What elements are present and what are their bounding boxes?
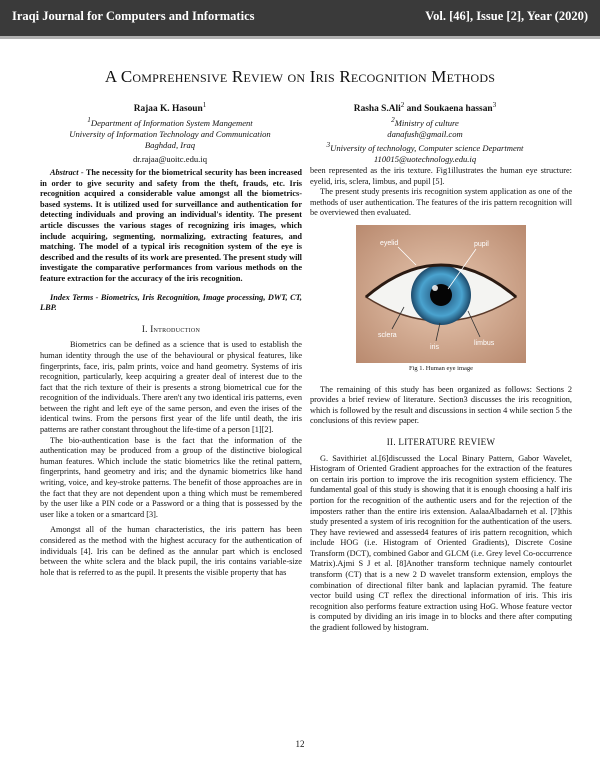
intro-paragraph: Biometrics can be defined as a science that is used to establish the human identity through the use of the behavioural or physical features, like fingerprints, face, iris, palm prints, voice and hand geometry. Systems of iris recognition, particularly, keep acquiring a greater deal of interest due to the fact that the rich texture of their is presents a strong biometrical cue for the recognition of the individuals. There aren't any two identical iris patterns, even between the right and left eye of the same person, and even the irises of the identical twins. From the persons first year of the life until death, the iris patterns are rather constant throughout the life-time of a person [1][2]. — [40, 340, 302, 435]
author-affiliation: University of technology, Computer science Department — [330, 142, 524, 153]
abstract-text: The necessity for the biometrical security has been increased in order to give security and safety from the theft, frauds, etc. Iris recognition acquired a considerable value amongst all the biometrics-based systems. It is utilized used for surveillance and authentication for detecting individuals and proving an individual's identity. The present article discusses the various stages of recognizing iris images, which include acquiring, segmenting, normalizing, extracting features, and matching. The model of a typical iris recognition system of the eye is described and the results of its work are presented. The present study will investigate the comparative performances from various methods on the feature extraction for the accuracy of the iris recognition. — [40, 168, 302, 283]
author-and: and — [404, 103, 425, 114]
author-sup: 1 — [202, 101, 207, 109]
author-city: Baghdad, Iraq — [144, 139, 196, 150]
author-email: danafush@gmail.com — [387, 128, 463, 139]
author-name: Rasha S.Ali — [353, 103, 401, 114]
affil-sup: 1 — [87, 115, 91, 124]
left-column — [40, 168, 302, 578]
intro-paragraph: The bio-authentication base is the fact that the information of the authentication may be produced from a group of the distinctive biological human features. Which include the static biometrics like the retinal pattern, fingerprints, hand geometry and iris; and the dynamic biometrics like hand writing, voice, and key-stroke patterns. The benefit of those approaches are in the fact that they are not dependent upon a thing which must be remembered by the user like a PIN code or a Password or a thing that is possessed by the user like a token or a smartcard [3]. — [40, 435, 302, 519]
intro-paragraph: been represented as the iris texture. Fig1illustrates the human eye structure: eyelid, iris, sclera, limbus, and pupil [5]. — [310, 166, 572, 186]
abstract-label: Abstract - — [50, 168, 84, 177]
figure-caption: Fig 1. Human eye image — [408, 364, 474, 372]
header-divider — [0, 36, 600, 39]
eye-highlight — [432, 285, 438, 291]
author-sup: 2 — [400, 101, 405, 109]
abstract — [40, 168, 302, 285]
journal-name: Iraqi Journal for Computers and Informatics — [12, 8, 255, 23]
literature-paragraph: G. Savithiriet al.[6]discussed the Local Binary Pattern, Gabor Wavelet, Histogram of Oriented Gradient approaches for the extraction of the features on certain iris portion to improve the iris recognition system efficiency. The fundamental goal of this study is showing that it is enough choosing a half iris portion for the recognition of the authentic users and for the rejection of the imposters rather than the entire iris extension. AalaaAlbadarneh et al. [7]this study presented a system of iris recognition for the authentication of the users. They have reviewed and assessed4 features of iris pattern recognition, which include HOG (i.e. Histogram of Oriented Gradients), Discrete Cosine Transform (DCT), combined Gabor and GLCM (i.e. Grey level Co-occurrence Matrix).Ajmi S J et al. [8]Another transform technique namely contourlet transform (CT) that is a new 2 D wavelet transform extension, employs the combination of directional filter bank and laplacian pyramid. The feature vector build using CT reflex the directional information of iris. This iris recognition also performs feature extraction using HoG. Whose feature vector is computed by dividing an iris image in to blocks and there after computing the gradient followed by histogram. — [310, 453, 572, 633]
author-name: Rajaa K. Hasoun — [133, 103, 203, 114]
page-number: 12 — [295, 739, 305, 749]
author-block-left — [60, 100, 280, 165]
author-block-right — [305, 100, 545, 165]
intro-paragraph: The remaining of this study has been organized as follows: Sections 2 provides a brief review of literature. Section3 discusses the iris recognition, which is followed by the result and discussions in section 4 while section 5 the conclusions of this review paper. — [310, 384, 572, 426]
label-limbus: limbus — [474, 339, 495, 347]
label-iris: iris — [430, 343, 439, 351]
right-column — [310, 166, 572, 634]
author-university: University of Information Technology and Communication — [69, 128, 271, 139]
author-sup: 3 — [492, 101, 497, 109]
paper-title: A Comprehensive Review on Iris Recognition Methods — [104, 67, 496, 86]
journal-header — [0, 0, 600, 36]
index-terms: Index Terms - Biometrics, Iris Recognition, Image processing, DWT, CT, LBP. — [40, 292, 302, 313]
label-sclera: sclera — [378, 331, 397, 339]
human-eye-figure — [356, 225, 526, 363]
author-name-2: Soukaena hassan — [424, 103, 493, 114]
intro-paragraph: Amongst all of the human characteristics, the iris pattern has been considered as the method with the highest accuracy for the authentication of individuals [4]. Iris can be defined as the annular part which is enclosed between the white sclera and the black pupil, the iris contains variable-size hole that is referred to as the pupil. It presents the visible property that has — [40, 525, 302, 577]
section-heading-introduction: I. Introduction — [141, 323, 201, 334]
section-heading-literature-review: II. LITERATURE REVIEW — [386, 436, 496, 447]
affil-sup: 2 — [391, 115, 395, 124]
affil-sup: 3 — [326, 140, 331, 149]
journal-volume: Vol. [46], Issue [2], Year (2020) — [425, 8, 588, 23]
label-eyelid: eyelid — [380, 239, 399, 247]
author-email: 110015@uotechnology.edu.iq — [373, 153, 477, 164]
author-email: dr.rajaa@uoitc.edu.iq — [132, 153, 207, 164]
author-affiliation: Ministry of culture — [394, 117, 459, 128]
intro-paragraph: The present study presents iris recognition system application as one of the methods of user authentication. The features of the iris pattern recognition will be overviewed then evaluated. — [310, 187, 572, 218]
label-pupil: pupil — [474, 240, 489, 248]
author-affiliation: Department of Information System Mangement — [90, 117, 253, 128]
